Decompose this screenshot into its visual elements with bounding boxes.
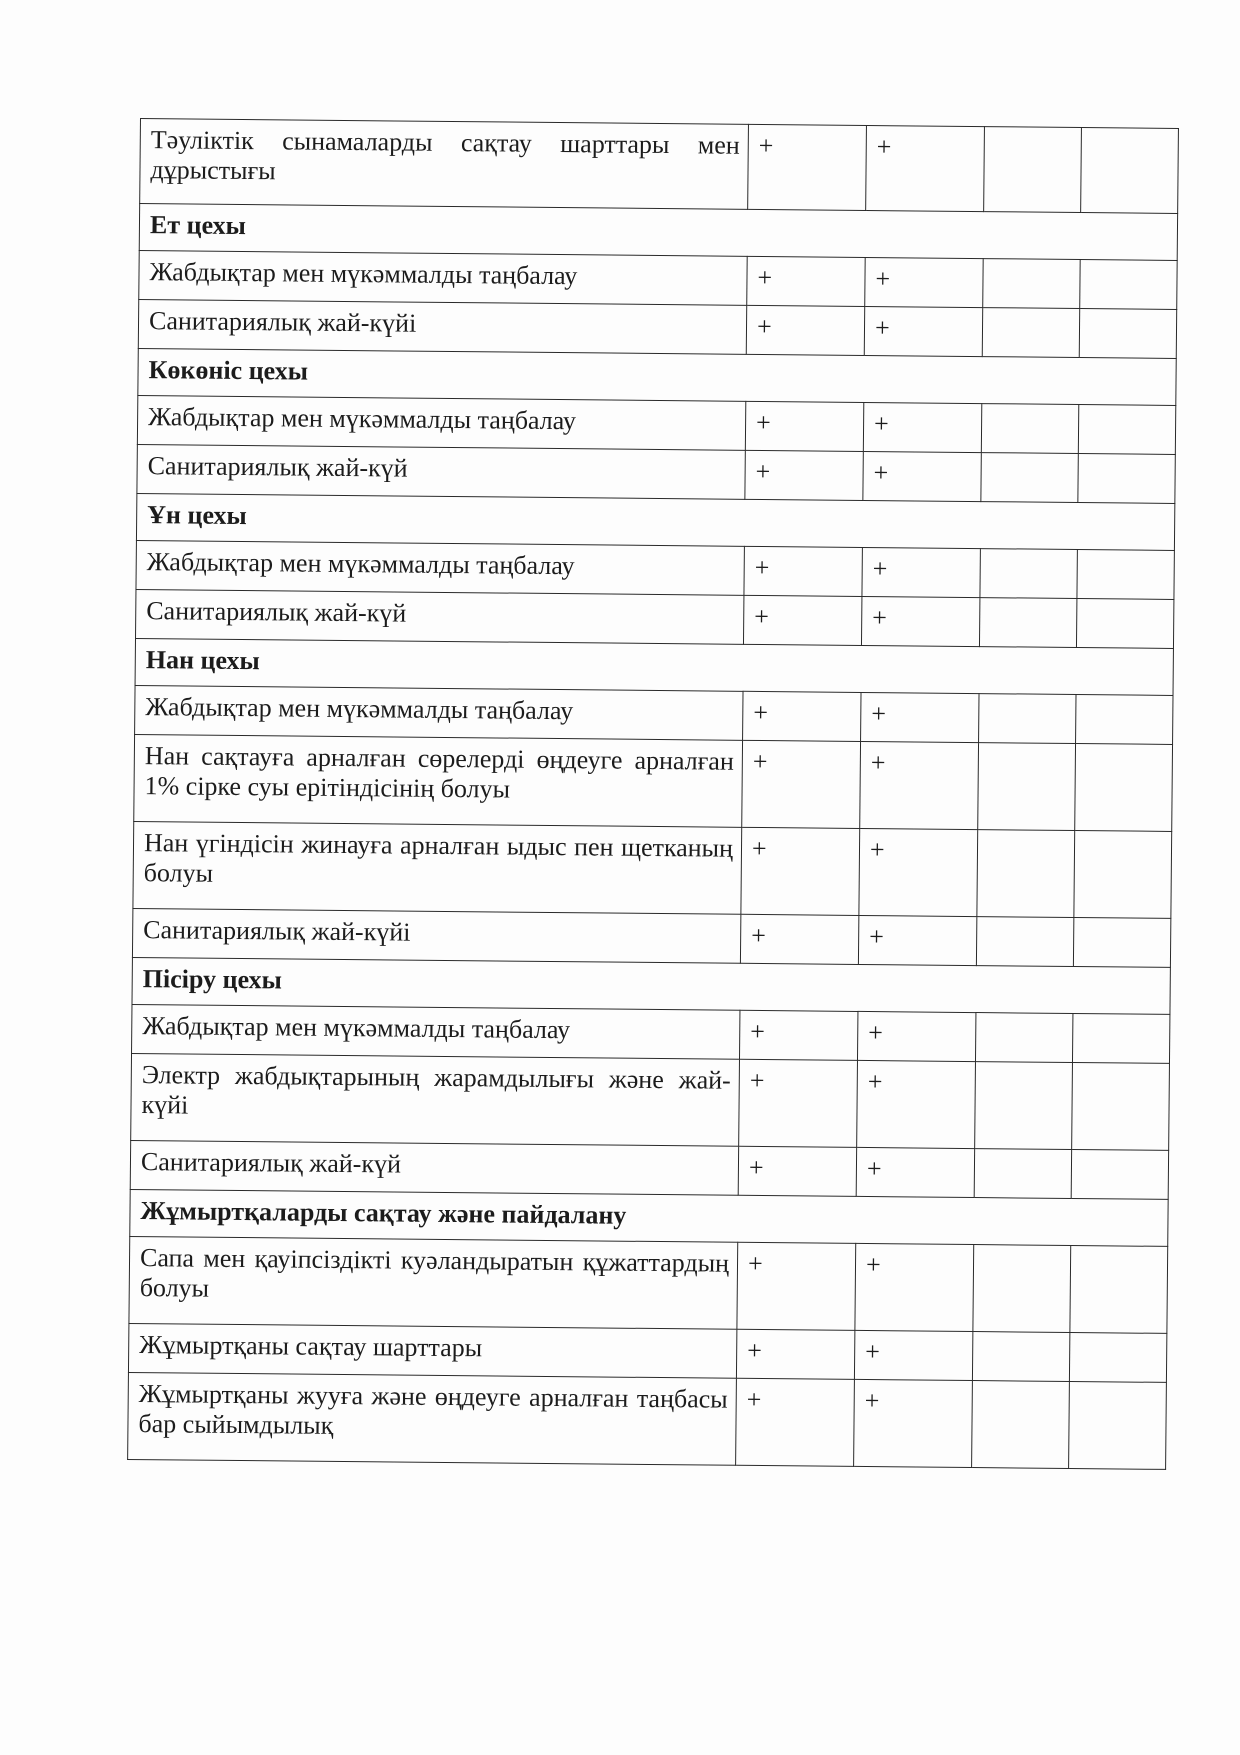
section-heading: Нан цехы xyxy=(135,638,1173,695)
empty-cell xyxy=(1072,1062,1170,1150)
mark-cell: + xyxy=(748,124,867,210)
empty-cell xyxy=(1073,918,1170,968)
item-text: Жұмыртқаны жууға және өңдеуге арналған таңбасы бар сыйымдылық xyxy=(128,1372,737,1465)
mark-cell: + xyxy=(739,1059,858,1147)
mark-cell: + xyxy=(857,1011,975,1061)
empty-cell xyxy=(979,598,1076,648)
mark-cell: + xyxy=(743,595,861,645)
empty-cell xyxy=(1071,1149,1168,1199)
mark-cell: + xyxy=(742,740,861,828)
section-heading: Ет цехы xyxy=(139,204,1177,261)
mark-cell: + xyxy=(857,1060,976,1148)
mark-cell: + xyxy=(745,450,863,500)
empty-cell xyxy=(1076,695,1173,745)
mark-cell: + xyxy=(745,401,863,451)
empty-cell xyxy=(979,694,1076,744)
item-text: Санитариялық жай-күйі xyxy=(138,299,746,354)
table-row xyxy=(131,1053,1170,1150)
mark-cell: + xyxy=(744,546,862,596)
mark-cell: + xyxy=(746,305,864,355)
section-heading: Жұмыртқаларды сақтау және пайдалану xyxy=(130,1189,1168,1246)
mark-cell: + xyxy=(860,741,979,829)
table-row xyxy=(140,119,1179,214)
mark-cell: + xyxy=(858,915,976,965)
mark-cell: + xyxy=(855,1243,974,1331)
empty-cell xyxy=(1070,1245,1168,1333)
mark-cell: + xyxy=(738,1146,856,1196)
mark-cell: + xyxy=(740,914,858,964)
item-text: Санитариялық жай-күйі xyxy=(132,908,740,963)
mark-cell: + xyxy=(861,596,979,646)
item-text: Санитариялық жай-күй xyxy=(130,1140,738,1195)
empty-cell xyxy=(982,308,1079,358)
section-heading: Пісіру цехы xyxy=(132,957,1170,1014)
table-row xyxy=(129,1236,1168,1333)
mark-cell: + xyxy=(854,1330,972,1380)
empty-cell xyxy=(972,1381,1070,1469)
mark-cell: + xyxy=(861,692,979,742)
empty-cell xyxy=(1074,831,1172,919)
mark-cell: + xyxy=(862,547,980,597)
mark-cell: + xyxy=(739,1010,857,1060)
empty-cell xyxy=(972,1332,1069,1382)
empty-cell xyxy=(1075,744,1173,832)
mark-cell: + xyxy=(859,828,978,916)
empty-cell xyxy=(975,1062,1073,1150)
item-text: Жабдықтар мен мүкәммалды таңбалау xyxy=(132,1004,740,1059)
mark-cell: + xyxy=(854,1379,973,1467)
empty-cell xyxy=(1080,260,1177,310)
mark-cell: + xyxy=(747,256,865,306)
item-text: Санитариялық жай-күй xyxy=(137,444,745,499)
item-text: Жабдықтар мен мүкәммалды таңбалау xyxy=(135,685,743,740)
empty-cell xyxy=(978,743,1076,831)
table-row xyxy=(134,734,1173,831)
item-text: Электр жабдықтарының жарамдылығы және жай-күйі xyxy=(131,1053,740,1146)
empty-cell xyxy=(984,127,1082,213)
empty-cell xyxy=(1072,1013,1169,1063)
item-text: Жұмыртқаны сақтау шарттары xyxy=(128,1323,736,1378)
item-text: Жабдықтар мен мүкәммалды таңбалау xyxy=(137,395,745,450)
empty-cell xyxy=(1079,309,1176,359)
mark-cell: + xyxy=(743,691,861,741)
empty-cell xyxy=(1069,1381,1167,1469)
empty-cell xyxy=(1078,454,1175,504)
table-row xyxy=(128,1372,1167,1469)
mark-cell: + xyxy=(866,125,985,211)
empty-cell xyxy=(981,453,1078,503)
item-text: Санитариялық жай-күй xyxy=(136,589,744,644)
empty-cell xyxy=(974,1149,1071,1199)
empty-cell xyxy=(1077,550,1174,600)
mark-cell: + xyxy=(864,306,982,356)
empty-cell xyxy=(976,917,1073,967)
item-text: Тәуліктік сынамаларды сақтау шарттары мен дұрыстығы xyxy=(140,119,749,210)
item-text: Сапа мен қауіпсіздікті куәландыратын құжаттардың болуы xyxy=(129,1236,738,1329)
mark-cell: + xyxy=(863,402,981,452)
empty-cell xyxy=(1081,128,1179,214)
empty-cell xyxy=(1076,599,1173,649)
mark-cell: + xyxy=(736,1378,855,1466)
item-text: Нан үгіндісін жинауға арналған ыдыс пен щетканың болуы xyxy=(133,821,742,914)
inspection-checklist-table xyxy=(127,118,1179,1470)
item-text: Жабдықтар мен мүкәммалды таңбалау xyxy=(136,540,744,595)
mark-cell: + xyxy=(863,451,981,501)
empty-cell xyxy=(981,404,1078,454)
section-heading: Көкөніс цехы xyxy=(138,348,1176,405)
empty-cell xyxy=(983,259,1080,309)
mark-cell: + xyxy=(737,1242,856,1330)
empty-cell xyxy=(973,1245,1071,1333)
section-heading: Ұн цехы xyxy=(136,493,1174,550)
table-row xyxy=(133,821,1172,918)
item-text: Нан сақтауға арналған сөрелерді өңдеуге арналған 1% сірке суы ерітіндісінің болуы xyxy=(134,734,743,827)
mark-cell: + xyxy=(736,1329,854,1379)
empty-cell xyxy=(980,549,1077,599)
mark-cell: + xyxy=(856,1147,974,1197)
empty-cell xyxy=(977,830,1075,918)
mark-cell: + xyxy=(741,827,860,915)
item-text: Жабдықтар мен мүкәммалды таңбалау xyxy=(139,250,747,305)
empty-cell xyxy=(1078,405,1175,455)
empty-cell xyxy=(1069,1332,1166,1382)
empty-cell xyxy=(975,1013,1072,1063)
mark-cell: + xyxy=(865,257,983,307)
